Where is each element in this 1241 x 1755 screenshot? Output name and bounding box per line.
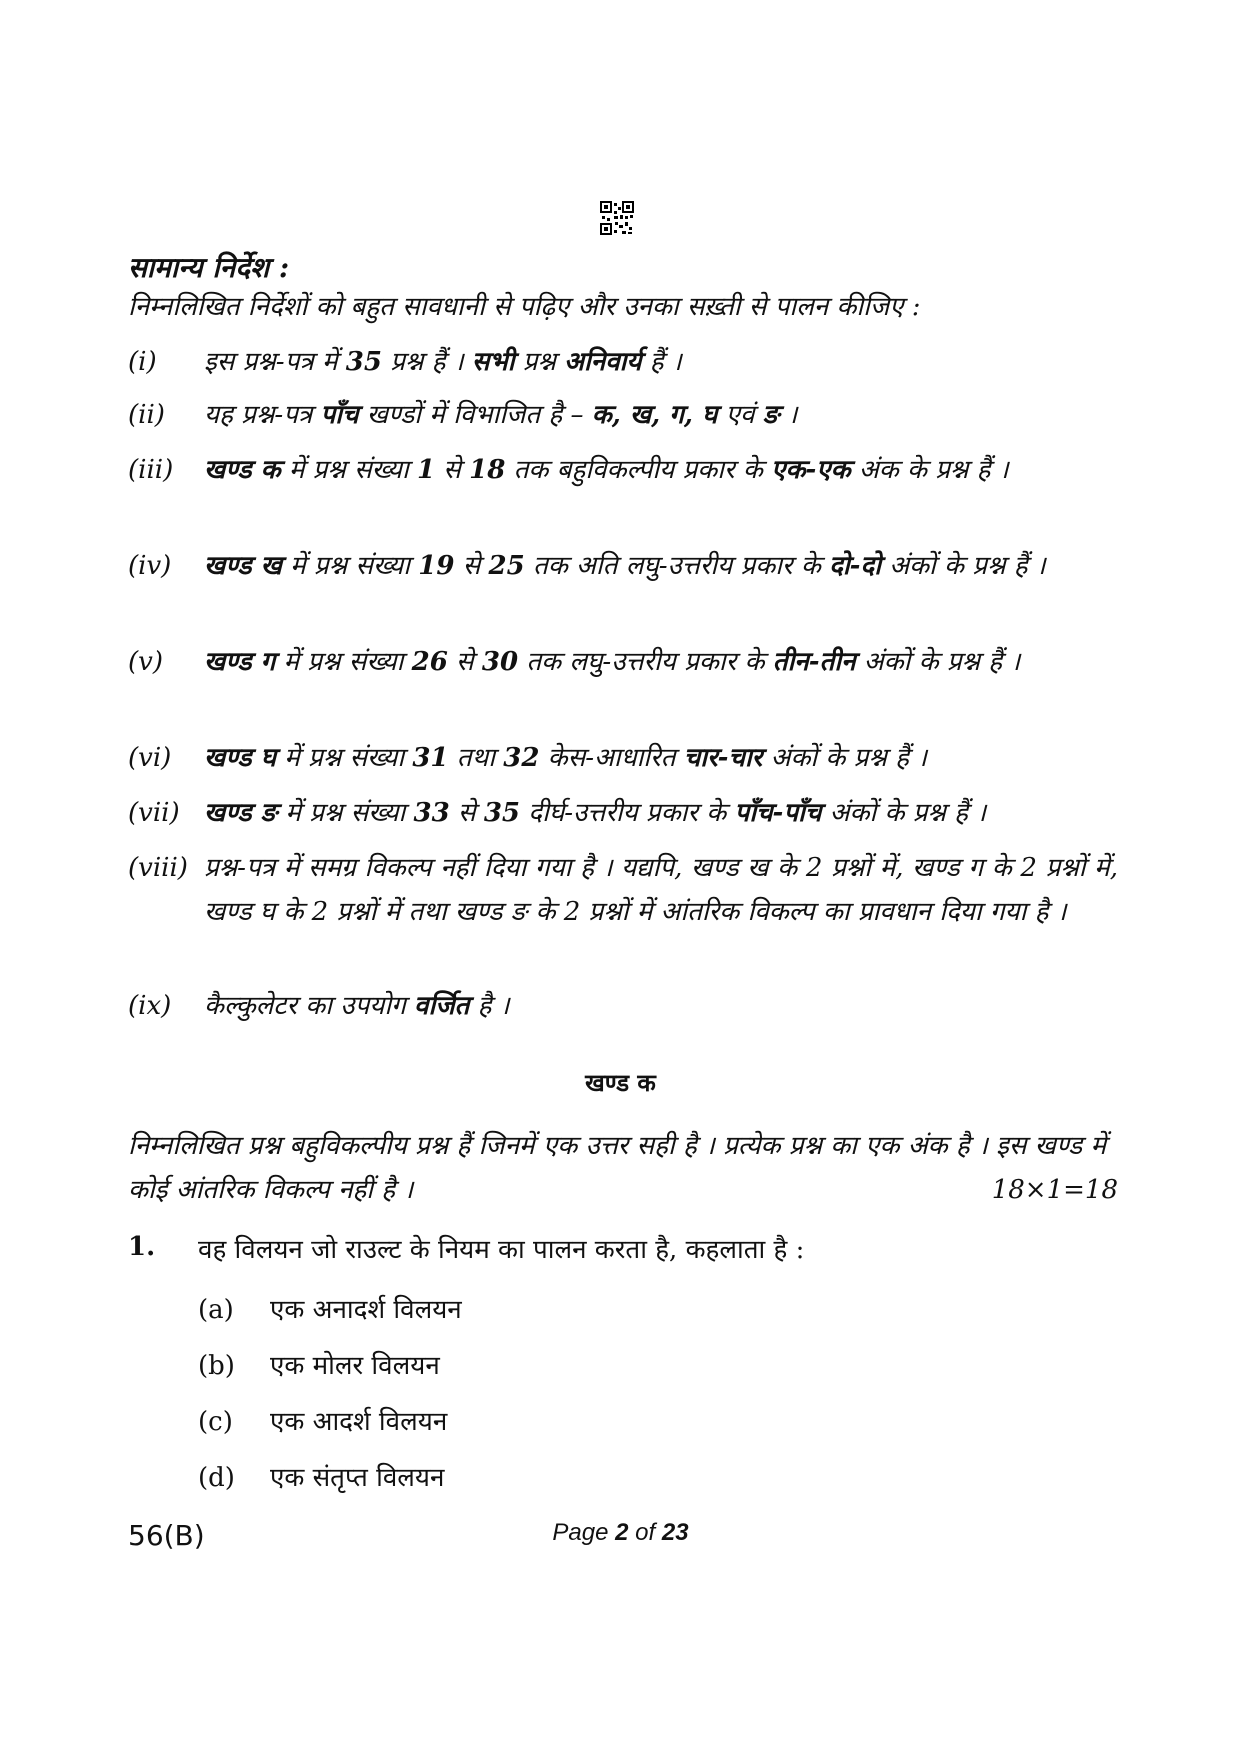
instruction-text: खण्ड ग में प्रश्न संख्या 26 से 30 तक लघु-उत्तरीय प्रकार के तीन-तीन अंकों के प्रश्न हैं । <box>204 647 1021 677</box>
instruction-text: खण्ड घ में प्रश्न संख्या 31 तथा 32 केस-आधारित चार-चार अंकों के प्रश्न हैं । <box>204 743 928 773</box>
option-label: (a) <box>198 1295 234 1325</box>
option-text: एक मोलर विलयन <box>270 1351 440 1381</box>
instruction-number: (vii) <box>128 798 180 828</box>
instruction-item <box>128 736 1118 780</box>
instruction-item <box>128 393 1118 437</box>
page-number: Page 2 of 23 <box>552 1519 689 1546</box>
paper-code: 56(B) <box>128 1519 205 1552</box>
section-title: खण्ड क <box>585 1069 656 1097</box>
option-b <box>198 1346 440 1386</box>
option-text: एक अनादर्श विलयन <box>270 1295 462 1325</box>
instruction-number: (v) <box>128 647 163 677</box>
section-marks: 18×1=18 <box>991 1175 1118 1205</box>
instruction-text: यह प्रश्न-पत्र पाँच खण्डों में विभाजित है – क, ख, ग, घ एवं ङ । <box>204 400 798 430</box>
instruction-number: (viii) <box>128 853 188 883</box>
option-a <box>198 1290 462 1330</box>
option-d <box>198 1458 444 1498</box>
instructions-intro: निम्नलिखित निर्देशों को बहुत सावधानी से पढ़िए और उनका सख़्ती से पालन कीजिए : <box>128 292 921 322</box>
question-number: 1. <box>128 1232 156 1262</box>
option-label: (b) <box>198 1351 235 1381</box>
instruction-item <box>128 984 1118 1028</box>
question-text: वह विलयन जो राउल्ट के नियम का पालन करता है, कहलाता है : <box>198 1235 805 1265</box>
instruction-item <box>128 448 1118 492</box>
instruction-text: प्रश्न-पत्र में समग्र विकल्प नहीं दिया गया है । यद्यपि, खण्ड ख के 2 प्रश्नों में, खण्ड ग के 2 प्रश्नों में, खण्ड घ के 2 प्रश्नों में तथा खण्ड ङ के 2 प्रश्नों में आंतरिक विकल्प का प्रावधान दिया गया है । <box>204 853 1118 927</box>
instruction-number: (iv) <box>128 551 172 581</box>
instruction-text: खण्ड ख में प्रश्न संख्या 19 से 25 तक अति लघु-उत्तरीय प्रकार के दो-दो अंकों के प्रश्न हैं । <box>204 551 1046 581</box>
option-text: एक आदर्श विलयन <box>270 1407 448 1437</box>
instruction-text: कैल्कुलेटर का उपयोग वर्जित है । <box>204 991 510 1021</box>
instruction-number: (ix) <box>128 991 172 1021</box>
instruction-number: (ii) <box>128 400 165 430</box>
option-c <box>198 1402 447 1442</box>
section-intro: निम्नलिखित प्रश्न बहुविकल्पीय प्रश्न हैं जिनमें एक उत्तर सही है । प्रत्येक प्रश्न का एक अंक है । इस खण्ड में कोई आंतरिक विकल्प नहीं है । <box>128 1131 1107 1205</box>
option-label: (d) <box>198 1463 235 1493</box>
instruction-number: (i) <box>128 347 157 377</box>
instruction-item <box>128 544 1118 588</box>
instruction-item <box>128 340 1118 384</box>
instruction-text: इस प्रश्न-पत्र में 35 प्रश्न हैं । सभी प्रश्न अनिवार्य हैं । <box>204 347 682 377</box>
instruction-item <box>128 640 1118 684</box>
instruction-item <box>128 846 1118 934</box>
instruction-number: (iii) <box>128 455 174 485</box>
option-label: (c) <box>198 1407 233 1437</box>
instruction-text: खण्ड ङ में प्रश्न संख्या 33 से 35 दीर्घ-उत्तरीय प्रकार के पाँच-पाँच अंकों के प्रश्न हैं । <box>204 798 987 828</box>
instruction-number: (vi) <box>128 743 172 773</box>
general-instructions-heading: सामान्य निर्देश : <box>128 251 290 284</box>
qr-code-icon <box>600 201 634 235</box>
instruction-text: खण्ड क में प्रश्न संख्या 1 से 18 तक बहुविकल्पीय प्रकार के एक-एक अंक के प्रश्न हैं । <box>204 455 1009 485</box>
instruction-item <box>128 791 1118 835</box>
option-text: एक संतृप्त विलयन <box>270 1463 445 1493</box>
